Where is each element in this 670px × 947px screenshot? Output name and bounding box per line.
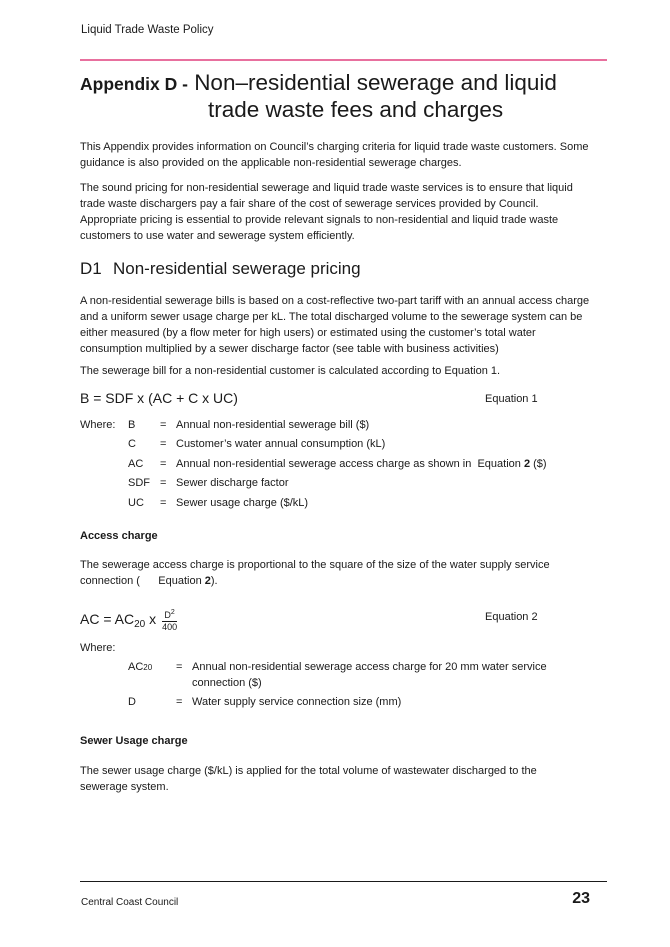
definition-symbol: D [128,696,136,708]
definition-row [80,416,600,435]
definition-equals: = [160,496,167,509]
definition-symbol: B [128,419,136,431]
equation-2-lhs: AC = $AC_{20}$ x [80,610,157,630]
definition-equals: = [160,477,167,490]
title-text-line1: Non–residential sewerage and liquid [194,70,557,95]
document-header: Liquid Trade Waste Policy [81,24,214,36]
definition-text: Water supply service connection size (mm) [192,696,402,708]
section-number: D1 [80,259,102,278]
fraction-denominator: 400 [162,622,178,632]
page-title-line1 [80,70,557,96]
definition-row [80,659,600,691]
definition-row [80,494,600,513]
page-number: 23 [572,890,590,907]
definition-text: Customer’s water annual consumption (kL) [176,438,386,451]
access-charge-paragraph: The sewerage access charge is proportional to the square of the size of the water supply service connection ( Equation 2). [80,559,550,587]
equation-2-formula [80,607,177,633]
definition-text: Sewer usage charge ($/kL) [176,496,309,509]
page-title-line2: trade waste fees and charges [208,97,504,122]
where-label: Where: [80,642,116,654]
equation-reference: Equation 2 [158,575,211,587]
d1-paragraph-2: The sewerage bill for a non-residential customer is calculated according to Equation 1. [80,365,501,377]
sewer-usage-paragraph: The sewer usage charge ($/kL) is applied for the total volume of wastewater discharged to the sewerage system. [80,765,537,793]
equation-1-label: Equation 1 [485,393,538,405]
definition-symbol: C [128,438,136,451]
d1-paragraph-1: A non-residential sewerage bills is based on a cost-reflective two-part tariff with an annual access charge and a uniform sewer usage charge per kL. The total discharged volume to the sewerage system can be either measured (by a flow meter for high users) or estimated using the customer’s total water consumption multiplied by a sewer discharge factor (see table with business activities) [80,295,590,355]
definition-row [80,474,600,493]
equation-2-fraction [162,607,177,633]
definition-equals: = [176,696,183,708]
fraction-numerator: $D^2$ [164,609,175,620]
definition-equals: = [160,457,167,470]
equation-1-definitions [80,416,600,513]
definition-text: Annual non-residential sewerage access charge for 20 mm water service connection ($) [192,661,547,689]
definition-row [80,435,600,454]
definition-text: Annual non-residential sewerage bill ($) [176,419,370,431]
definition-symbol: AC [128,457,144,470]
definition-equals: = [176,661,183,673]
definition-symbol: SDF [128,477,150,490]
definition-text [176,455,600,474]
definition-symbol: AC20 [128,661,153,673]
definition-row [80,694,600,710]
section-heading-d1 [80,259,361,279]
access-charge-heading: Access charge [80,530,158,542]
intro-paragraph-1: This Appendix provides information on Council’s charging criteria for liquid trade waste customers. Some guidance is also provided on the applicable non-residential sewerage charges. [80,141,589,169]
equation-reference: Equation 2 ($) [477,457,547,470]
equation-1-formula: B = SDF x (AC + C x UC) [80,390,238,406]
intro-paragraph-2: The sound pricing for non-residential sewerage and liquid trade waste services is to ensure that liquid trade waste dischargers pay a fair share of the cost of sewerage services provided by Council. Appropriate pricing is essential to provide relevant signals to non-residential and liquid trade waste customers to use water and sewerage system efficiently. [80,182,573,242]
definition-text-main: Annual non-residential sewerage access charge as shown in [176,457,472,470]
appendix-prefix: Appendix D - [80,74,188,94]
definition-text: Sewer discharge factor [176,477,289,490]
definition-symbol: UC [128,496,144,509]
footer-organisation: Central Coast Council [81,897,179,908]
where-label: Where: [80,419,116,431]
header-divider [80,59,607,61]
section-title: Non-residential sewerage pricing [113,259,361,278]
equation-2-definitions [80,659,600,713]
sewer-usage-heading: Sewer Usage charge [80,735,188,747]
definition-row [80,455,600,474]
definition-equals: = [160,419,167,431]
equation-2-label: Equation 2 [485,611,538,623]
footer-divider [80,881,607,882]
definition-equals: = [160,438,167,451]
